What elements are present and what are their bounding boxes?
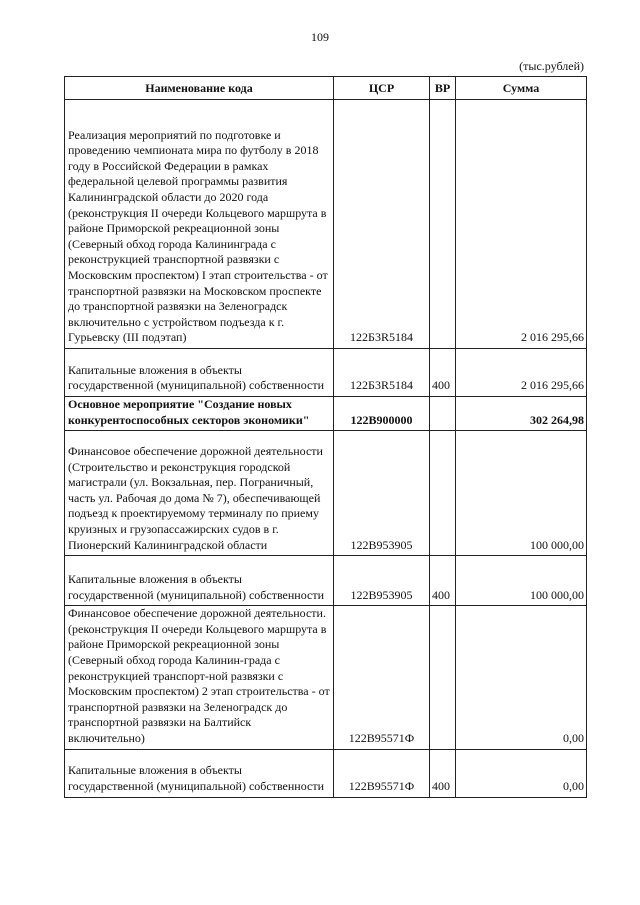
table-row xyxy=(65,431,587,556)
row-sum: 2 016 295,66 xyxy=(456,349,587,397)
row-sum: 2 016 295,66 xyxy=(456,100,587,349)
page-number: 109 xyxy=(311,30,329,44)
row-name: Основное мероприятие "Создание новых конкурентоспособных секторов экономики" xyxy=(65,397,334,431)
row-csr: 122Б3R5184 xyxy=(334,349,430,397)
row-sum: 302 264,98 xyxy=(456,397,587,431)
row-name: Капитальные вложения в объекты государственной (муниципальной) собственности xyxy=(65,749,334,797)
row-sum: 100 000,00 xyxy=(456,556,587,606)
row-sum: 100 000,00 xyxy=(456,431,587,556)
row-vr xyxy=(430,431,456,556)
row-csr: 122В953905 xyxy=(334,431,430,556)
header-sum: Сумма xyxy=(456,77,587,100)
row-sum: 0,00 xyxy=(456,606,587,749)
table-row xyxy=(65,349,587,397)
row-name: Реализация мероприятий по подготовке и проведению чемпионата мира по футболу в 2018 году в Российской Федерации в рамках федеральной целевой программы развития Калининградской области до 2020 года (реконструкция II очереди Кольцевого маршрута в районе Приморской рекреационной зоны (Северный обход города Калининграда с реконструкцией транспортной развязки с Московским проспектом) I этап строительства - от транспортной развязки на Московском проспекте до транспортной развязки на Зеленоградск включительно с устройством подъезда к г. Гурьевску (III подэтап) xyxy=(65,100,334,349)
row-vr: 400 xyxy=(430,556,456,606)
header-name: Наименование кода xyxy=(65,77,334,100)
row-vr: 400 xyxy=(430,749,456,797)
row-vr xyxy=(430,397,456,431)
row-csr: 122В95571Ф xyxy=(334,749,430,797)
row-name: Капитальные вложения в объекты государственной (муниципальной) собственности xyxy=(65,349,334,397)
row-name: Капитальные вложения в объекты государственной (муниципальной) собственности xyxy=(65,556,334,606)
row-vr xyxy=(430,606,456,749)
row-name: Финансовое обеспечение дорожной деятельности (Строительство и реконструкция городской магистрали (ул. Вокзальная, пер. Пограничный, часть ул. Рабочая до дома № 7), обеспечивающей подъезд к проектируемому терминалу по приему круизных и грузопассажирских судов в г. Пионерский Калининградской области xyxy=(65,431,334,556)
row-csr: 122В95571Ф xyxy=(334,606,430,749)
row-vr xyxy=(430,100,456,349)
row-name: Финансовое обеспечение дорожной деятельности. (реконструкция II очереди Кольцевого маршрута в районе Приморской рекреационной зоны (Северный обход города Калинин-града с реконструкцией транспорт-ной развязки с Московским проспектом) 2 этап строительства - от транспортной развязки на Зеленоградск до транспортной развязки на Балтийск включительно) xyxy=(65,606,334,749)
budget-table xyxy=(64,76,587,798)
row-sum: 0,00 xyxy=(456,749,587,797)
table-row xyxy=(65,397,587,431)
row-csr: 122Б3R5184 xyxy=(334,100,430,349)
table-row xyxy=(65,100,587,349)
header-vr: ВР xyxy=(430,77,456,100)
row-csr: 122В953905 xyxy=(334,556,430,606)
table-row xyxy=(65,606,587,749)
table-row xyxy=(65,556,587,606)
table-header-row xyxy=(65,77,587,100)
row-vr: 400 xyxy=(430,349,456,397)
row-csr: 122В900000 xyxy=(334,397,430,431)
table-row xyxy=(65,749,587,797)
units-label: (тыс.рублей) xyxy=(519,59,584,73)
header-csr: ЦСР xyxy=(334,77,430,100)
